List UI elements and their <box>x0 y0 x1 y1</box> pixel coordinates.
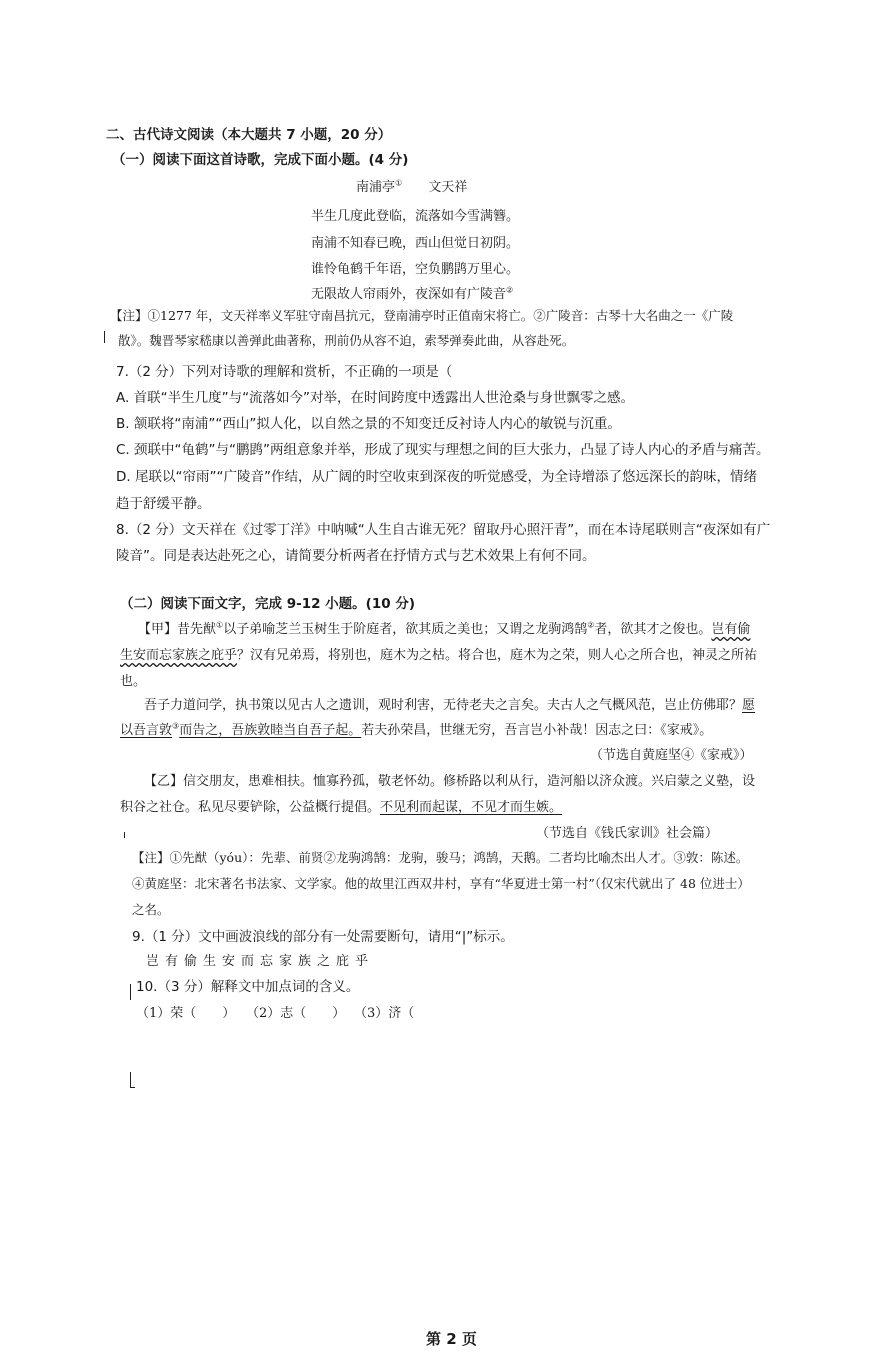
scan-mark <box>104 331 105 343</box>
notes-line-1: 【注】①先猷（yóu）：先辈、前贤②龙驹鸿鹄：龙驹，骏马；鸿鹄，天鹅。二者均比喻杰出人才。③敦：陈述。 <box>132 850 749 865</box>
q7-stem: 7.（2 分）下列对诗歌的理解和赏析，不正确的一项是（ <box>116 364 453 380</box>
yi-underlined-sentence: 不见利而起谋，不见才而生嫉。 <box>380 800 563 815</box>
poem-note-line-1: 【注】①1277 年，文天祥率义军驻守南昌抗元，登南浦亭时正值南宋将亡。②广陵音：古琴十大名曲之一《广陵 <box>110 308 734 323</box>
poem-line-2: 南浦不知春已晚，西山但觉日初阴。 <box>311 236 520 251</box>
jia-line-2: 生安而忘家族之庇乎？汉有兄弟焉，将别也，庭木为之枯。将合也，庭木为之荣，则人心之所合也，神灵之所祐 <box>120 648 758 663</box>
wavy-sentence-part-2: 生安而忘家族之庇乎 <box>120 648 238 663</box>
part1-heading: （一）阅读下面这首诗歌，完成下面小题。(4 分) <box>112 152 409 168</box>
poem-line-4-note: ② <box>506 285 514 295</box>
poem-line-1: 半生几度此登临，流落如今雪满簪。 <box>311 209 520 224</box>
jia-line-3: 也。 <box>120 674 147 689</box>
q10-stem: 10.（3 分）解释文中加点词的含义。 <box>136 979 360 995</box>
underlined-sentence-part-2: 而告之，吾族敦睦当自吾子起。 <box>179 723 362 738</box>
q9-sentence: 岂有偷生安而忘家族之庇乎 <box>146 954 375 969</box>
q8-line-1: 8.（2 分）文天祥在《过零丁洋》中呐喊“人生自古谁无死？留取丹心照汗青”，而在本诗尾联则言“夜深如有广 <box>116 522 771 538</box>
yi-line-1: 【乙】信交朋友，患难相扶。恤寡矜孤，敬老怀幼。修桥路以利从行，造河船以济众渡。兴启蒙之义塾，设 <box>144 774 756 789</box>
jia-source: （节选自黄庭坚④《家戒》） <box>590 748 753 763</box>
scan-mark <box>130 1087 135 1088</box>
q10-item-3: （3）济（ <box>354 1006 415 1021</box>
part2-heading: （二）阅读下面文字，完成 9-12 小题。(10 分) <box>120 596 416 612</box>
q10-item-1: （1）荣（ ） <box>136 1006 236 1021</box>
q7-option-a: A. 首联“半生几度”与“流落如今”对举，在时间跨度中透露出人世沧桑与身世飘零之感。 <box>116 390 635 406</box>
q9-stem: 9.（1 分）文中画波浪线的部分有一处需要断句，请用“|”标示。 <box>132 929 514 945</box>
q10-item-2: （2）志（ ） <box>246 1006 346 1021</box>
poem-author: 文天祥 <box>428 180 468 195</box>
notes-line-3: 之名。 <box>132 902 170 917</box>
yi-source: （节选自《钱氏家训》社会篇） <box>536 826 719 841</box>
q7-option-c: C. 颈联中“龟鹤”与“鹏鹍”两组意象并举，形成了现实与理想之间的巨大张力，凸显了诗人内心的矛盾与痛苦。 <box>116 442 770 458</box>
scan-mark <box>130 1072 131 1088</box>
q7-option-b: B. 颔联将“南浦”“西山”拟人化，以自然之景的不知变迁反衬诗人内心的敏锐与沉重。 <box>116 416 621 432</box>
poem-note-line-2: 散》。魏晋琴家嵇康以善弹此曲著称，刑前仍从容不迫，索琴弹奏此曲，从容赴死。 <box>118 333 575 348</box>
poem-line-3: 谁怜龟鹤千年语，空负鹏鹍万里心。 <box>311 262 520 277</box>
wavy-sentence-part-1: 岂有偷 <box>711 622 751 637</box>
scan-mark <box>130 984 131 1000</box>
notes-line-2: ④黄庭坚：北宋著名书法家、文学家。他的故里江西双井村，享有“华夏进士第一村”（仅宋代就出了 48 位进士） <box>132 876 750 891</box>
yi-line-2: 积谷之社仓。私见尽要铲除，公益概行提倡。不见利而起谋，不见才而生嫉。 <box>120 800 563 815</box>
poem-title: 南浦亭 <box>356 180 396 195</box>
q7-option-d-line-1: D. 尾联以“帘雨”“广陵音”作结，从广阔的时空收束到深夜的听觉感受，为全诗增添了悠远深长的韵味，情绪 <box>116 469 757 485</box>
q8-line-2: 陵音”。同是表达赴死之心，请简要分析两者在抒情方式与艺术效果上有何不同。 <box>116 548 596 564</box>
jia-p2-line-2: 以吾言敦③而告之，吾族敦睦当自吾子起。若夫孙荣昌，世继无穷，吾言岂小补哉！因志之曰：《家戒》。 <box>120 721 713 738</box>
poem-title-line <box>356 176 467 195</box>
poem-line-4: 无限故人帘雨外，夜深如有广陵音② <box>311 285 514 302</box>
underlined-sentence-part-1: 愿 <box>742 698 756 713</box>
poem-title-note: ① <box>395 178 403 188</box>
jia-p2-line-1: 吾子力道问学，执书策以见古人之遗训，观时利害，无待老夫之言矣。夫古人之气概风范，岂止仿佛耶？愿 <box>144 698 756 713</box>
scan-mark <box>124 832 125 838</box>
q7-option-d-line-2: 趋于舒缓平静。 <box>116 496 211 512</box>
section-title: 二、古代诗文阅读（本大题共 7 小题，20 分） <box>106 127 392 143</box>
jia-line-1: 【甲】昔先猷①以子弟喻芝兰玉树生于阶庭者，欲其质之美也；又谓之龙驹鸿鹄②者，欲其才之俊也。岂有偷 <box>138 620 751 637</box>
page-number: 第 2 页 <box>426 1330 477 1348</box>
